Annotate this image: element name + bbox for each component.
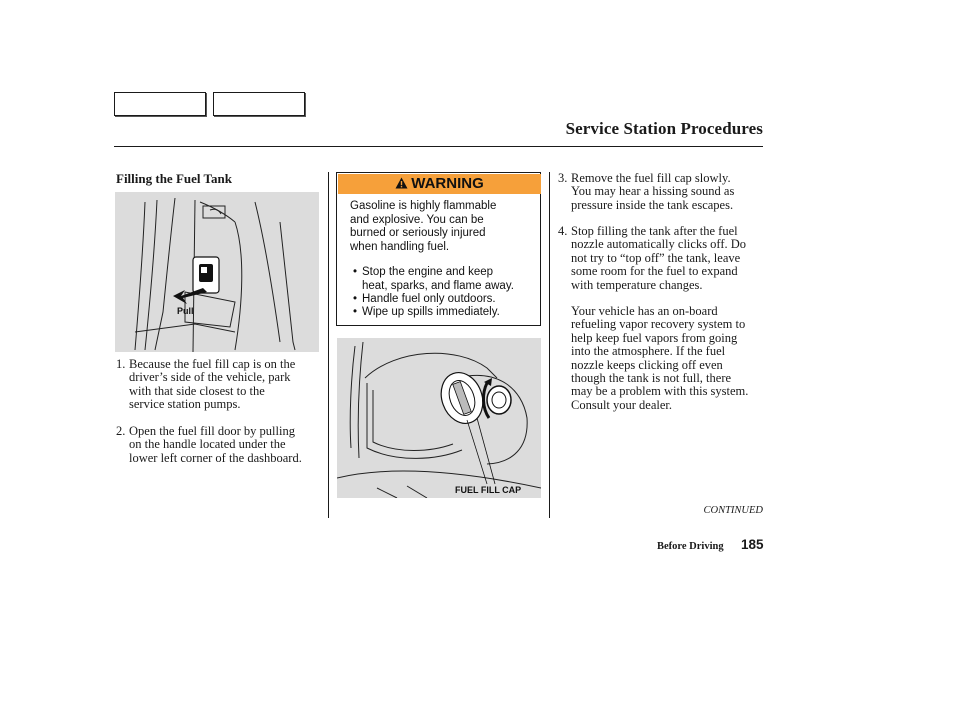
warning-bullet: • Handle fuel only outdoors.	[353, 293, 496, 305]
page-title: Service Station Procedures	[565, 119, 763, 138]
paragraph-line: refueling vapor recovery system to	[571, 317, 746, 332]
warning-line: Gasoline is highly flammable	[350, 200, 497, 212]
section-heading: Filling the Fuel Tank	[116, 171, 232, 186]
warning-triangle-icon	[395, 175, 408, 195]
column-divider-left	[328, 172, 329, 518]
paragraph-line: may be a problem with this system.	[571, 384, 749, 399]
step-line: with temperature changes.	[571, 277, 703, 292]
paragraph-line: into the atmosphere. If the fuel	[571, 344, 726, 359]
paragraph-line: help keep fuel vapors from going	[571, 330, 738, 345]
step-line: some room for the fuel to expand	[571, 264, 738, 279]
step-line: not try to “top off” the tank, leave	[571, 250, 741, 265]
nav-tab-index[interactable]	[213, 92, 305, 116]
warning-bullet: • Wipe up spills immediately.	[353, 306, 500, 318]
footer-section-name: Before Driving	[657, 541, 724, 552]
step-line: nozzle automatically clicks off. Do	[571, 237, 747, 252]
step-number: 3.	[558, 171, 568, 185]
step-line: Remove the fuel fill cap slowly.	[571, 171, 731, 185]
warning-line: burned or seriously injured	[350, 227, 486, 239]
warning-line: Handle fuel only outdoors.	[362, 293, 496, 305]
fuel-door-handle-illustration	[115, 192, 319, 352]
fuel-fill-cap-illustration	[337, 338, 541, 498]
column-divider-right	[549, 172, 550, 518]
warning-intro	[350, 200, 496, 254]
page-number: 185	[741, 537, 764, 552]
continued-label: CONTINUED	[703, 505, 763, 516]
paragraph-line: Consult your dealer.	[571, 397, 673, 412]
warning-box	[336, 172, 541, 326]
step-line: on the handle located under the	[129, 437, 286, 452]
warning-label: WARNING	[411, 175, 484, 192]
warning-line: and explosive. You can be	[350, 213, 484, 226]
warning-line: Wipe up spills immediately.	[362, 306, 500, 318]
warning-line: Stop the engine and keep	[362, 266, 494, 278]
step-line: with that side closest to the	[129, 383, 265, 398]
step-line: service station pumps.	[129, 397, 241, 412]
step-number: 1.	[116, 357, 126, 371]
fuel-door-handle-figure	[115, 192, 319, 352]
step-line: driver’s side of the vehicle, park	[129, 370, 291, 385]
step-line: Because the fuel fill cap is on the	[129, 357, 296, 371]
fuel-fill-cap-figure	[337, 338, 541, 498]
figure-label-fuel-fill-cap: FUEL FILL CAP	[455, 485, 522, 495]
step-line: pressure inside the tank escapes.	[571, 197, 734, 212]
step-line: lower left corner of the dashboard.	[129, 450, 302, 465]
paragraph-line: Your vehicle has an on-board	[571, 304, 718, 318]
step-number: 2.	[116, 424, 126, 438]
figure-label-pull: Pull	[177, 306, 194, 316]
step-number: 4.	[558, 224, 568, 238]
warning-line: when handling fuel.	[350, 240, 450, 253]
paragraph-line: nozzle keeps clicking off even	[571, 357, 723, 372]
paragraph-line: though the tank is not full, there	[571, 371, 732, 386]
warning-line: heat, sparks, and flame away.	[362, 279, 514, 292]
step-line: You may hear a hissing sound as	[571, 184, 735, 199]
step-line: Open the fuel fill door by pulling	[129, 424, 295, 438]
warning-header	[338, 174, 541, 194]
nav-tab-contents[interactable]	[114, 92, 206, 116]
title-rule	[114, 146, 763, 147]
warning-bullet: • Stop the engine and keep heat, sparks, and flame away.	[353, 266, 514, 292]
step-line: Stop filling the tank after the fuel	[571, 224, 738, 238]
warning-bullets	[353, 266, 538, 326]
